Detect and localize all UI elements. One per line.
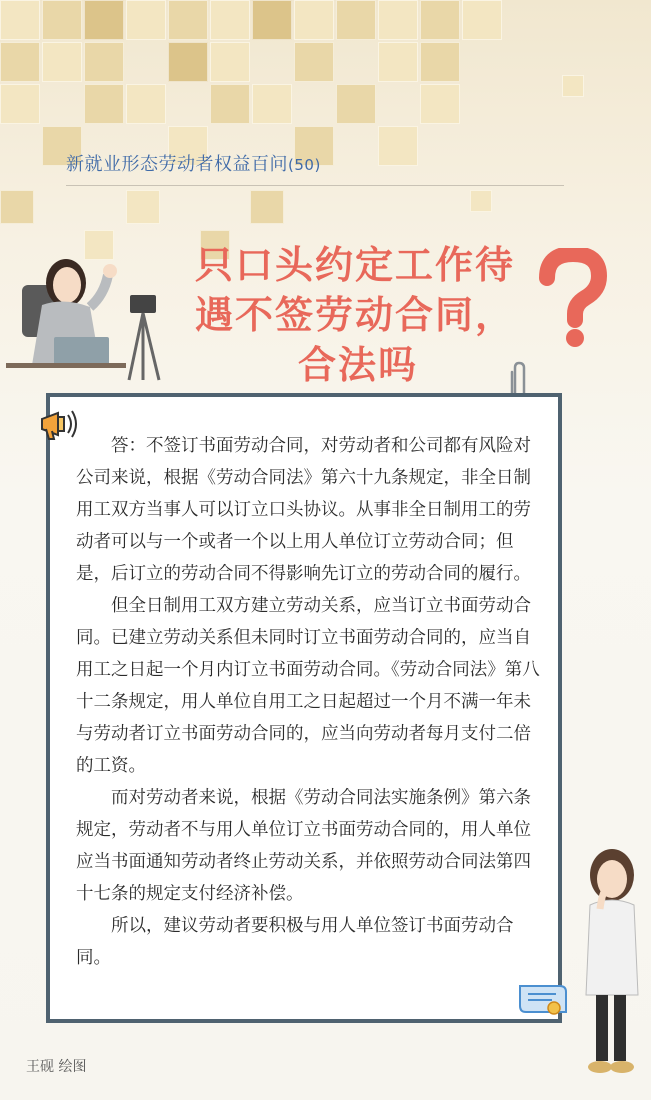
answer-paragraph: 而对劳动者来说，根据《劳动合同法实施条例》第六条规定，劳动者不与用人单位订立书面劳动合同的，用人单位应当书面通知劳动者终止劳动关系，并依照劳动合同法第四十七条的规定支付经济补偿。 (76, 788, 531, 904)
answer-paragraph: 答：不签订书面劳动合同，对劳动者和公司都有风险对公司来说，根据《劳动合同法》第六十九条规定，非全日制用工双方当事人可以订立口头协议。从事非全日制用工的劳动者可以与一个或者一个以上用人单位订立劳动合同；但是，后订立的劳动合同不得影响先订立的劳动合同的履行。 (76, 436, 531, 584)
headline-line-2: 遇不签劳动合同， (195, 293, 516, 337)
megaphone-icon (38, 405, 80, 443)
answer-text (76, 430, 546, 974)
illustration-credit: 王砚 绘图 (26, 1059, 87, 1075)
headline (195, 240, 545, 390)
header-divider (66, 185, 564, 186)
thinking-girl-illustration (572, 845, 650, 1080)
series-number: (50) (288, 156, 321, 174)
answer-paragraph: 所以，建议劳动者要积极与用人单位签订书面劳动合同。 (76, 916, 514, 968)
headline-line-1: 只口头约定工作待 (195, 243, 516, 287)
presenter-illustration (4, 245, 174, 385)
answer-paragraph: 但全日制用工双方建立劳动关系，应当订立书面劳动合同。已建立劳动关系但未同时订立书面劳动合同的，应当自用工之日起一个月内订立书面劳动合同。《劳动合同法》第八十二条规定，用人单位自用工之日起超过一个月不满一年未与劳动者订立书面劳动合同的，应当向劳动者每月支付二倍的工资。 (76, 596, 540, 776)
question-mark-icon (533, 248, 613, 348)
headline-line-3: 合法吗 (298, 343, 419, 387)
certificate-scroll-icon (514, 980, 570, 1020)
series-title: 新就业形态劳动者权益百问(50) (66, 154, 321, 175)
